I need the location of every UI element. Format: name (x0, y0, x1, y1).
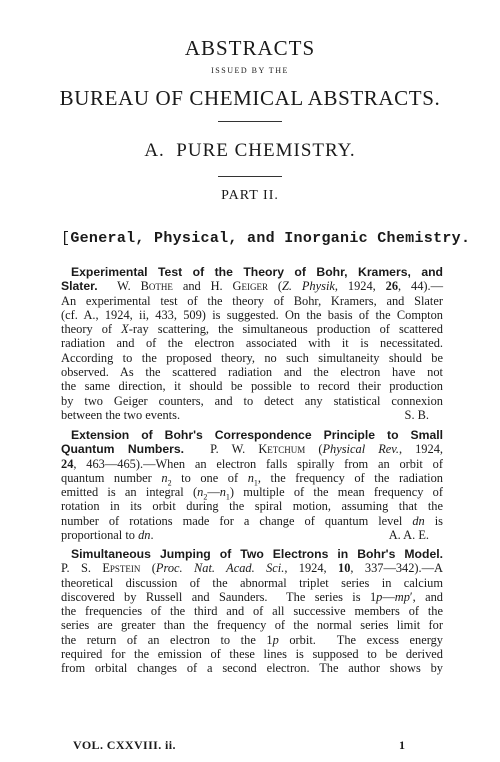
abstract-line: Quantum Numbers. P. W. Ketchum (Physical Rev., 1924, (61, 442, 443, 457)
header-divider (218, 121, 282, 122)
subject-heading (61, 230, 470, 247)
abstract-line: emitted is an integral $(n_2—n_1)$ multiple of the mean frequency of (61, 485, 443, 502)
abstract-line: theory of X-ray scattering, the simultaneous production of scattered (61, 322, 444, 337)
page-title: ABSTRACTS (184, 36, 316, 60)
abstract-line: discovered by Russell and Saunders. The series is 1p—mp′, and (61, 589, 443, 604)
abstract-line: proportional to dn. (61, 528, 154, 543)
section-heading: A. PURE CHEMISTRY. (144, 140, 356, 161)
abstract-line: the return of an electron to the 1p orbit. The excess energy (61, 632, 443, 647)
abstract-line: theoretical discussion of the abnormal triplet series in calcium (61, 575, 443, 590)
abstract-line: (cf. A., 1924, ii, 433, 509) is suggested. On the basis of the Compton (61, 307, 443, 322)
abstract-line: Slater. W. Bothe and H. Geiger (Z. Physik, 1924, 26, 44).— (61, 279, 443, 294)
abstract-line: radiation and of the electron associated with it is necessitated. (61, 336, 443, 351)
page-footer (73, 738, 405, 753)
abstract-2 (61, 428, 443, 542)
abstract-title-line (61, 265, 443, 279)
abstract-line: rotation in its orbit during the spiral motion, assuming that the (61, 499, 443, 514)
abstract-line: observed. As the scattered radiation and the electron have not (61, 365, 443, 380)
author-signature: S. B. (404, 407, 429, 422)
abstract-title-line (61, 547, 443, 561)
abstract-line: required for the emission of these lines is supposed to be derived (61, 647, 443, 662)
abstract-line: quantum number $n_2$ to one of $n_1$, the frequency of the radiation (61, 470, 443, 488)
abstract-last-line (61, 408, 443, 422)
author-signature: A. A. E. (388, 528, 429, 543)
abstract-title: Experimental Test of the Theory of Bohr, Kramers, and (71, 265, 443, 279)
abstract-title: Extension of Bohr's Correspondence Principle to Small (71, 428, 443, 442)
abstract-title-line (61, 428, 443, 442)
subject-heading-text: General, Physical, and Inorganic Chemistry. (70, 230, 471, 247)
bureau-name: BUREAU OF CHEMICAL ABSTRACTS. (59, 86, 441, 110)
abstract-last-line (61, 528, 443, 542)
abstract-line: P. S. Epstein (Proc. Nat. Acad. Sci., 1924, 10, 337—342).—A (61, 561, 443, 576)
abstract-line: According to the proposed theory, no such simultaneity should be (61, 350, 443, 365)
abstract-line: the same direction, it should be possible to record their production (61, 379, 443, 394)
abstract-3 (61, 547, 443, 676)
abstract-line: by two Geiger counters, and to detect any statistical connexion (61, 393, 443, 408)
section-divider (218, 176, 282, 177)
abstract-title: Simultaneous Jumping of Two Electrons in Bohr's Model. (71, 547, 443, 561)
abstract-line: between the two events. (61, 407, 181, 422)
abstract-line: the frequencies of the third and of all successive members of the (61, 604, 443, 619)
part-heading: PART II. (221, 188, 279, 203)
abstract-line: series are greater than the frequency of the normal series limit for (61, 618, 443, 633)
volume-label: VOL. CXXVIII. ii. (73, 738, 176, 752)
issued-by-line: ISSUED BY THE (211, 66, 289, 75)
page-number: 1 (399, 738, 405, 752)
abstract-line: number of rotations made for a change of quantum level dn is (61, 513, 443, 528)
abstract-line: 24, 463—465).—When an electron falls spirally from an orbit of (61, 456, 443, 471)
abstract-line: from orbital changes of a second electron. The author shows by (61, 661, 443, 676)
abstract-line: An experimental test of the theory of Bohr, Kramers, and Slater (61, 293, 443, 308)
abstract-1 (61, 265, 443, 422)
subject-bracket: [ (61, 230, 71, 247)
